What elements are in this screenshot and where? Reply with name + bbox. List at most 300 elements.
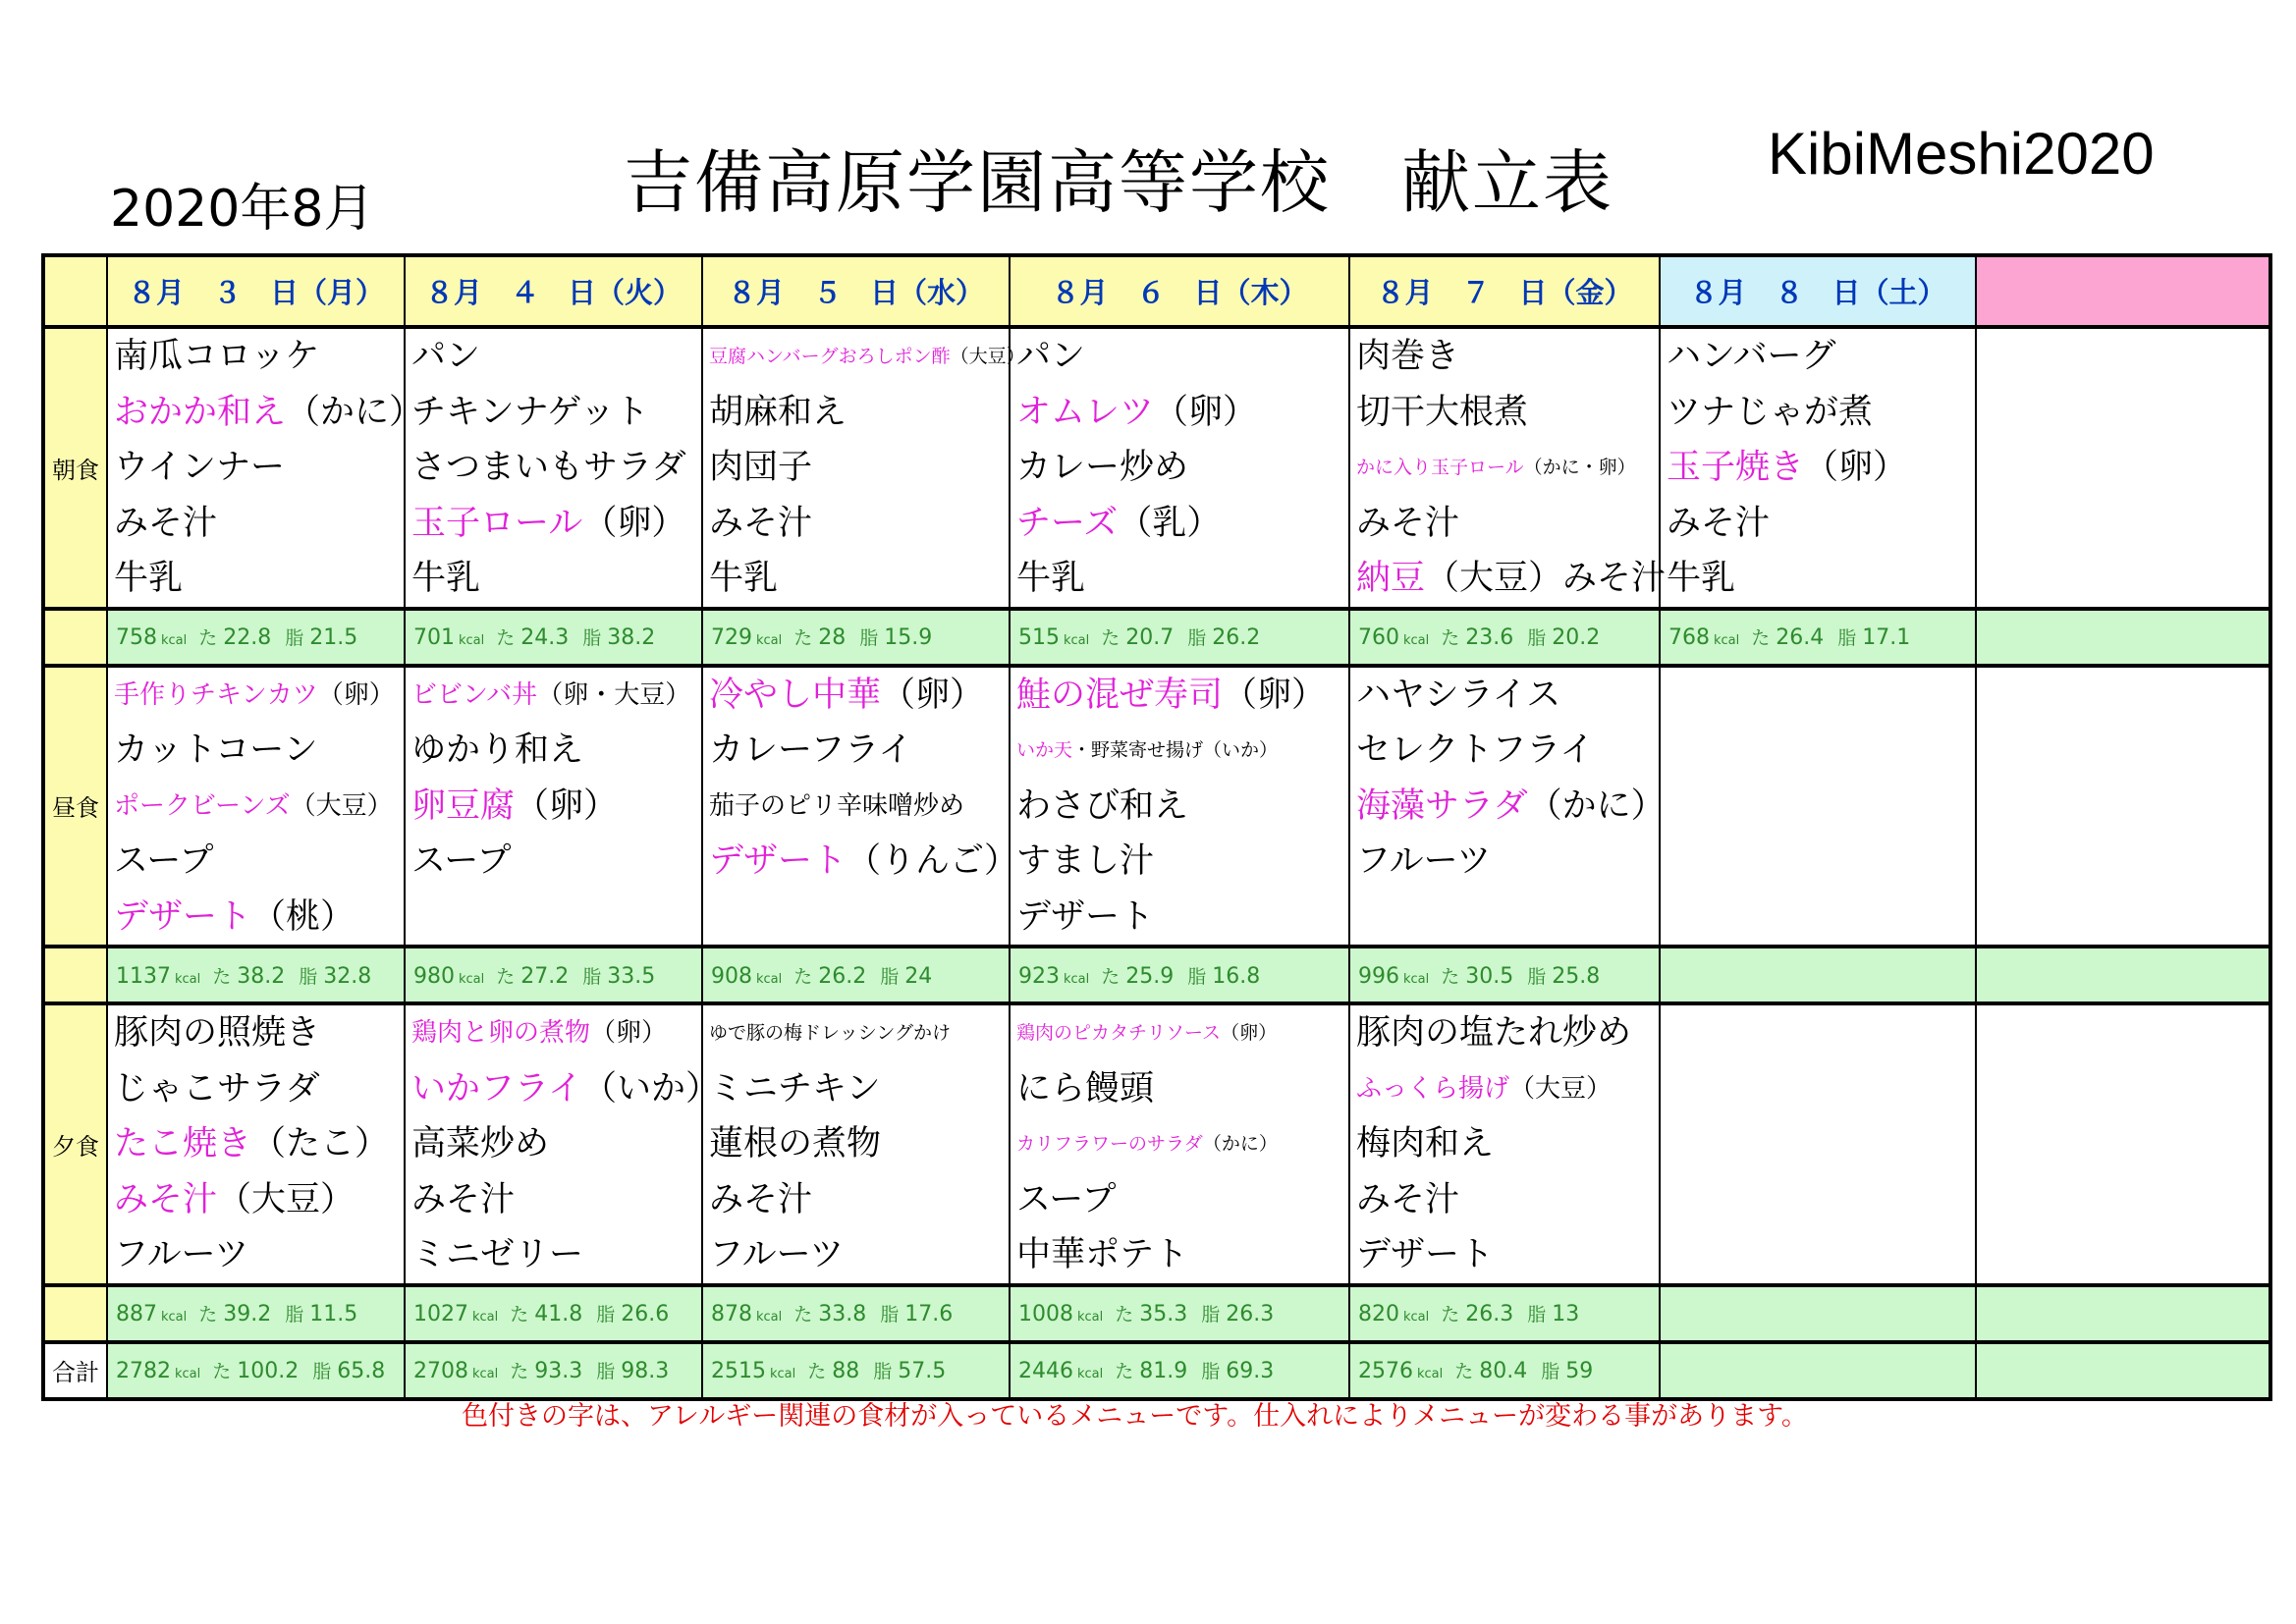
nutrition-unit: kcal — [472, 1310, 499, 1325]
menu-item — [1011, 440, 1348, 496]
menu-item-text: わさび和え — [1016, 785, 1189, 826]
nutrition-unit: kcal — [756, 633, 783, 648]
menu-item — [108, 779, 404, 835]
nutrition-p-label: た — [510, 1361, 529, 1382]
menu-item — [1011, 1116, 1348, 1172]
menu-item-text: （大豆） — [290, 790, 393, 821]
nutrition-kcal: 1027 — [413, 1302, 468, 1326]
nutrition-cell — [702, 609, 1010, 666]
nutrition-protein: 28 — [818, 625, 847, 650]
allergen-highlight-text: 豆腐ハンバーグおろしポン酢 — [709, 346, 951, 367]
menu-item-text: （大豆） — [950, 346, 1025, 367]
menu-item — [1011, 496, 1348, 552]
allergen-highlight-text: たこ焼き — [114, 1124, 252, 1164]
menu-item-text: 牛乳 — [1016, 559, 1086, 598]
nutrition-fat: 32.8 — [323, 963, 372, 989]
nutrition-fat: 11.5 — [309, 1302, 358, 1326]
allergen-highlight-text: ポークビーンズ — [114, 790, 291, 821]
menu-item — [108, 1061, 404, 1117]
nutrition-values — [703, 1357, 1009, 1383]
menu-item-text: （乳） — [1118, 503, 1222, 543]
menu-item-text: （卵） — [1154, 392, 1258, 432]
menu-item — [108, 551, 404, 607]
nutrition-values — [1011, 1357, 1348, 1383]
nutrition-p-label: た — [198, 627, 218, 649]
menu-item-text: （卵） — [1804, 448, 1908, 487]
menu-item-text: 豚肉の塩たれ炒め — [1356, 1013, 1632, 1053]
allergen-highlight-text: カリフラワーのサラダ — [1016, 1133, 1203, 1155]
nutrition-cell — [1349, 1285, 1660, 1342]
nutrition-fat: 17.6 — [904, 1302, 954, 1326]
nutrition-unit: kcal — [1714, 633, 1740, 648]
nutrition-cell — [405, 1285, 702, 1342]
nutrition-cell — [1660, 1342, 1976, 1399]
nutrition-unit: kcal — [756, 1310, 783, 1325]
menu-item — [406, 329, 701, 385]
nutrition-fat: 38.2 — [607, 625, 656, 650]
allergen-highlight-text: ビビンバ丼 — [411, 679, 538, 710]
nutrition-p-label: た — [496, 627, 516, 649]
nutrition-p-label: た — [1751, 627, 1771, 649]
allergy-note: 色付きの字は、アレルギー関連の食材が入っているメニューです。仕入れによりメニューが変わる事があります。 — [462, 1401, 1808, 1432]
menu-cell — [1660, 1003, 1976, 1285]
menu-item-text: （たこ） — [251, 1124, 390, 1164]
nutrition-kcal: 729 — [711, 625, 752, 650]
nutrition-fat: 25.8 — [1552, 963, 1601, 989]
allergen-highlight-text: おかか和え — [114, 392, 287, 432]
nutrition-kcal: 908 — [711, 963, 752, 989]
menu-item — [703, 1227, 1009, 1283]
nutrition-values — [406, 1357, 701, 1383]
nutrition-kcal: 820 — [1358, 1302, 1399, 1326]
menu-cell — [405, 1003, 720, 1285]
nutrition-cell — [1976, 1342, 2270, 1399]
menu-item-text: 牛乳 — [1667, 559, 1736, 598]
menu-table — [41, 253, 2272, 1401]
nutrition-protein: 88 — [832, 1359, 860, 1383]
menu-item-text: （卵） — [515, 785, 619, 826]
nutrition-protein: 100.2 — [237, 1359, 300, 1383]
menu-item — [1350, 668, 1659, 724]
menu-item — [703, 329, 1025, 385]
nutrition-p-label: た — [793, 1304, 813, 1326]
menu-item-text: ハヤシライス — [1356, 675, 1561, 715]
menu-item — [1661, 385, 1975, 441]
nutrition-values — [108, 962, 404, 989]
nutrition-p-label: た — [1441, 1304, 1460, 1326]
nutrition-f-label: 脂 — [880, 965, 900, 988]
nutrition-p-label: た — [212, 965, 232, 988]
nutrition-p-label: た — [212, 1361, 232, 1382]
menu-item-text: ハンバーグ — [1667, 337, 1836, 376]
allergen-highlight-text: 手作りチキンカツ — [114, 679, 318, 710]
nutrition-kcal: 768 — [1668, 625, 1710, 650]
nutrition-label-cell — [43, 609, 107, 666]
nutrition-p-label: た — [1101, 965, 1121, 988]
nutrition-cell — [702, 1342, 1010, 1399]
menu-item — [108, 668, 404, 724]
menu-item-text: カレーフライ — [709, 731, 913, 770]
nutrition-kcal: 996 — [1358, 963, 1399, 989]
menu-cell — [1010, 327, 1349, 609]
menu-item-text: 茄子のピリ辛味噌炒め — [709, 790, 965, 821]
nutrition-unit: kcal — [1077, 1310, 1104, 1325]
menu-item-text: フルーツ — [1356, 841, 1492, 881]
nutrition-f-label: 脂 — [1187, 965, 1207, 988]
nutrition-kcal: 758 — [116, 625, 157, 650]
menu-item-text: （かに） — [286, 392, 424, 432]
nutrition-cell — [1976, 947, 2270, 1003]
nutrition-fat: 59 — [1565, 1359, 1594, 1383]
meal-label: 昼食 — [43, 666, 107, 947]
menu-item-text: カットコーン — [114, 731, 318, 770]
menu-cell — [107, 666, 405, 947]
nutrition-kcal: 878 — [711, 1302, 752, 1326]
date-header: ８月 ４ 日（火） — [405, 255, 702, 327]
nutrition-values — [1011, 962, 1348, 989]
month-label: 2020年8月 — [110, 180, 375, 239]
nutrition-protein: 26.3 — [1465, 1302, 1514, 1326]
nutrition-cell — [107, 947, 405, 1003]
nutrition-f-label: 脂 — [873, 1361, 893, 1382]
meal-row — [43, 1003, 2270, 1285]
menu-item-text: （大豆）みそ汁 — [1425, 559, 1667, 598]
menu-item — [703, 779, 1009, 835]
nutrition-kcal: 760 — [1358, 625, 1399, 650]
nutrition-unit: kcal — [1064, 971, 1090, 987]
nutrition-kcal: 923 — [1018, 963, 1060, 989]
total-label: 合計 — [43, 1342, 107, 1399]
nutrition-p-label: た — [496, 965, 516, 988]
menu-item-text: （大豆） — [217, 1179, 355, 1219]
menu-item-text: にら饅頭 — [1016, 1068, 1155, 1109]
nutrition-kcal: 515 — [1018, 625, 1060, 650]
nutrition-fat: 21.5 — [309, 625, 358, 650]
nutrition-protein: 26.2 — [818, 963, 867, 989]
menu-item-text: みそ汁 — [411, 1179, 516, 1219]
nutrition-cell — [1660, 609, 1976, 666]
nutrition-values — [406, 962, 701, 989]
menu-item-text: スープ — [114, 841, 214, 881]
menu-cell — [1660, 327, 1976, 609]
menu-item — [703, 551, 1009, 607]
nutrition-fat: 57.5 — [898, 1359, 947, 1383]
nutrition-f-label: 脂 — [1201, 1304, 1221, 1326]
nutrition-kcal: 1008 — [1018, 1302, 1073, 1326]
nutrition-unit: kcal — [1077, 1367, 1104, 1381]
menu-item — [406, 723, 701, 779]
nutrition-unit: kcal — [161, 633, 188, 648]
nutrition-f-label: 脂 — [299, 965, 318, 988]
nutrition-fat: 24 — [904, 963, 933, 989]
menu-item — [703, 440, 1009, 496]
menu-item — [108, 1227, 404, 1283]
menu-cell — [1976, 1003, 2270, 1285]
menu-cell — [107, 1003, 405, 1285]
nutrition-protein: 25.9 — [1125, 963, 1175, 989]
page-title: 吉備高原学園高等学校 献立表 — [624, 142, 1613, 223]
menu-item-text: （りんご） — [847, 841, 1019, 881]
nutrition-cell — [107, 1285, 405, 1342]
nutrition-f-label: 脂 — [1541, 1361, 1560, 1382]
nutrition-cell — [1349, 947, 1660, 1003]
menu-cell — [1349, 1003, 1660, 1285]
allergen-highlight-text: 鮭の混ぜ寿司 — [1016, 675, 1224, 715]
nutrition-kcal: 2446 — [1018, 1359, 1073, 1383]
menu-item-text: 高菜炒め — [411, 1124, 550, 1164]
nutrition-cell — [1976, 609, 2270, 666]
nutrition-cell — [107, 1342, 405, 1399]
menu-item — [1661, 329, 1975, 385]
nutrition-p-label: た — [1115, 1304, 1134, 1326]
allergen-highlight-text: 玉子ロール — [411, 503, 583, 543]
menu-item-text: ゆで豚の梅ドレッシングかけ — [709, 1022, 951, 1044]
nutrition-cell — [1660, 947, 1976, 1003]
nutrition-protein: 23.6 — [1465, 625, 1514, 650]
nutrition-fat: 20.2 — [1552, 625, 1601, 650]
allergen-highlight-text: ふっくら揚げ — [1356, 1073, 1510, 1104]
date-header: ８月 ６ 日（木） — [1010, 255, 1349, 327]
nutrition-values — [108, 623, 404, 650]
menu-item — [406, 1005, 701, 1061]
menu-cell — [1976, 666, 2270, 947]
nutrition-fat: 65.8 — [337, 1359, 386, 1383]
menu-item-text: みそ汁 — [114, 503, 218, 543]
nutrition-cell — [1349, 609, 1660, 666]
menu-item-text: （卵） — [590, 1018, 668, 1048]
menu-item — [1350, 1061, 1659, 1117]
nutrition-values — [703, 1300, 1009, 1326]
nutrition-unit: kcal — [1403, 1310, 1430, 1325]
nutrition-f-label: 脂 — [596, 1361, 616, 1382]
nutrition-cell — [1010, 1342, 1349, 1399]
nutrition-values — [1350, 1300, 1659, 1326]
nutrition-protein: 22.8 — [223, 625, 272, 650]
nutrition-row — [43, 947, 2270, 1003]
menu-item — [1350, 723, 1659, 779]
nutrition-protein: 39.2 — [223, 1302, 272, 1326]
menu-cell — [1349, 666, 1666, 947]
menu-cell — [1349, 327, 1667, 609]
meal-row — [43, 327, 2270, 609]
nutrition-f-label: 脂 — [1527, 627, 1547, 649]
nutrition-unit: kcal — [459, 971, 485, 987]
nutrition-cell — [405, 947, 702, 1003]
brand-logo-text: KibiMeshi2020 — [1768, 121, 2155, 187]
menu-cell — [1010, 666, 1349, 947]
menu-cell — [107, 327, 424, 609]
menu-item — [1350, 1172, 1659, 1228]
menu-item-text: カレー炒め — [1016, 448, 1189, 487]
menu-item — [1661, 496, 1975, 552]
menu-item — [406, 1227, 701, 1283]
nutrition-fat: 16.8 — [1212, 963, 1261, 989]
menu-item — [108, 329, 404, 385]
nutrition-unit: kcal — [175, 1367, 201, 1381]
nutrition-values — [1350, 623, 1659, 650]
nutrition-values — [108, 1300, 404, 1326]
nutrition-label-cell — [43, 1285, 107, 1342]
menu-item-text: デザート — [1356, 1235, 1495, 1274]
nutrition-unit: kcal — [756, 971, 783, 987]
nutrition-unit: kcal — [472, 1367, 499, 1381]
nutrition-cell — [405, 1342, 702, 1399]
menu-item — [1350, 551, 1667, 607]
allergen-highlight-text: 海藻サラダ — [1356, 785, 1528, 826]
menu-item — [1350, 329, 1659, 385]
menu-item-text: 肉団子 — [709, 448, 813, 487]
menu-item — [406, 440, 701, 496]
menu-item — [406, 385, 701, 441]
menu-item — [1011, 329, 1348, 385]
menu-item-text: みそ汁 — [1356, 503, 1460, 543]
meal-label: 夕食 — [43, 1003, 107, 1285]
menu-item — [406, 1172, 701, 1228]
corner-cell — [43, 255, 107, 327]
nutrition-values — [1011, 1300, 1348, 1326]
nutrition-f-label: 脂 — [1527, 1304, 1547, 1326]
menu-item-text: フルーツ — [114, 1235, 249, 1274]
nutrition-cell — [1976, 1285, 2270, 1342]
nutrition-f-label: 脂 — [582, 627, 602, 649]
nutrition-values — [1350, 962, 1659, 989]
menu-item — [703, 668, 1009, 724]
menu-item — [1011, 551, 1348, 607]
menu-item-text: （桃） — [251, 896, 355, 937]
nutrition-cell — [1660, 1285, 1976, 1342]
nutrition-f-label: 脂 — [285, 1304, 304, 1326]
nutrition-protein: 93.3 — [534, 1359, 583, 1383]
nutrition-kcal: 2782 — [116, 1359, 171, 1383]
nutrition-fat: 26.6 — [621, 1302, 670, 1326]
menu-cell — [1976, 327, 2270, 609]
menu-item-text: ミニゼリー — [411, 1235, 584, 1274]
allergen-highlight-text: 冷やし中華 — [709, 675, 882, 715]
nutrition-f-label: 脂 — [859, 627, 879, 649]
nutrition-p-label: た — [793, 965, 813, 988]
menu-item — [406, 496, 701, 552]
menu-item — [703, 1061, 1009, 1117]
allergen-highlight-text: 玉子焼き — [1667, 448, 1805, 487]
menu-item-text: （卵） — [881, 675, 985, 715]
nutrition-f-label: 脂 — [1201, 1361, 1221, 1382]
nutrition-kcal: 980 — [413, 963, 455, 989]
menu-cell — [1660, 666, 1976, 947]
menu-item — [703, 496, 1009, 552]
nutrition-protein: 81.9 — [1139, 1359, 1188, 1383]
menu-item-text: （かに） — [1202, 1133, 1278, 1155]
nutrition-protein: 24.3 — [520, 625, 570, 650]
menu-cell — [405, 327, 702, 609]
menu-item — [1011, 1061, 1348, 1117]
nutrition-values — [406, 623, 701, 650]
nutrition-f-label: 脂 — [880, 1304, 900, 1326]
menu-item-text: （卵・大豆） — [537, 679, 691, 710]
nutrition-fat: 33.5 — [607, 963, 656, 989]
nutrition-cell — [1010, 609, 1349, 666]
meal-row — [43, 666, 2270, 947]
nutrition-fat: 17.1 — [1862, 625, 1911, 650]
menu-item-text: 牛乳 — [709, 559, 779, 598]
menu-item — [1350, 1005, 1659, 1061]
date-header: ８月 ５ 日（水） — [702, 255, 1010, 327]
allergen-highlight-text: 鶏肉と卵の煮物 — [411, 1018, 591, 1048]
nutrition-protein: 26.4 — [1776, 625, 1825, 650]
menu-item — [108, 1172, 404, 1228]
nutrition-cell — [702, 947, 1010, 1003]
total-row — [43, 1342, 2270, 1399]
menu-item — [1011, 1005, 1348, 1061]
nutrition-f-label: 脂 — [596, 1304, 616, 1326]
allergen-highlight-text: かに入り玉子ロール — [1356, 457, 1524, 478]
menu-item — [406, 668, 701, 724]
menu-item-text: フルーツ — [709, 1235, 845, 1274]
menu-item-text: ツナじゃが煮 — [1667, 392, 1874, 432]
menu-item — [1011, 890, 1348, 946]
menu-item — [1350, 440, 1659, 496]
nutrition-p-label: た — [793, 627, 813, 649]
menu-item — [1350, 496, 1659, 552]
nutrition-values — [108, 1357, 404, 1383]
nutrition-cell — [107, 609, 405, 666]
allergen-highlight-text: いかフライ — [411, 1068, 582, 1109]
menu-item — [1011, 385, 1348, 441]
menu-item — [703, 723, 1009, 779]
nutrition-protein: 30.5 — [1465, 963, 1514, 989]
menu-item-text: スープ — [411, 841, 512, 881]
menu-item-text: 肉巻き — [1356, 337, 1460, 376]
menu-item — [1011, 779, 1348, 835]
nutrition-values — [703, 623, 1009, 650]
nutrition-unit: kcal — [459, 633, 485, 648]
nutrition-protein: 27.2 — [520, 963, 570, 989]
nutrition-values — [1661, 623, 1975, 650]
menu-item — [108, 496, 404, 552]
nutrition-values — [1350, 1357, 1659, 1383]
menu-item-text: ・野菜寄せ揚げ（いか） — [1072, 739, 1279, 761]
menu-item — [1011, 668, 1348, 724]
menu-item — [108, 723, 404, 779]
date-header: ８月 ８ 日（土） — [1660, 255, 1976, 327]
menu-item — [703, 1116, 1009, 1172]
date-header-row — [43, 255, 2270, 327]
menu-item — [406, 1116, 701, 1172]
nutrition-f-label: 脂 — [312, 1361, 332, 1382]
menu-item-text: 梅肉和え — [1356, 1124, 1495, 1164]
menu-item — [703, 1172, 1009, 1228]
menu-cell — [702, 1003, 1010, 1285]
nutrition-unit: kcal — [1403, 971, 1430, 987]
nutrition-kcal: 2515 — [711, 1359, 766, 1383]
menu-item — [1661, 551, 1975, 607]
menu-item — [1011, 1227, 1348, 1283]
nutrition-p-label: た — [510, 1304, 529, 1326]
menu-item — [1350, 1227, 1659, 1283]
nutrition-unit: kcal — [1064, 633, 1090, 648]
menu-item-text: 牛乳 — [114, 559, 184, 598]
menu-item-text: 蓮根の煮物 — [709, 1124, 882, 1164]
nutrition-f-label: 脂 — [1527, 965, 1547, 988]
allergen-highlight-text: オムレツ — [1016, 392, 1155, 432]
nutrition-values — [703, 962, 1009, 989]
menu-cell — [702, 666, 1019, 947]
nutrition-p-label: た — [807, 1361, 827, 1382]
nutrition-f-label: 脂 — [1837, 627, 1857, 649]
nutrition-f-label: 脂 — [285, 627, 304, 649]
menu-item-text: （卵） — [582, 503, 686, 543]
menu-item-text: 南瓜コロッケ — [114, 337, 320, 376]
menu-item-text: （かに） — [1527, 785, 1666, 826]
